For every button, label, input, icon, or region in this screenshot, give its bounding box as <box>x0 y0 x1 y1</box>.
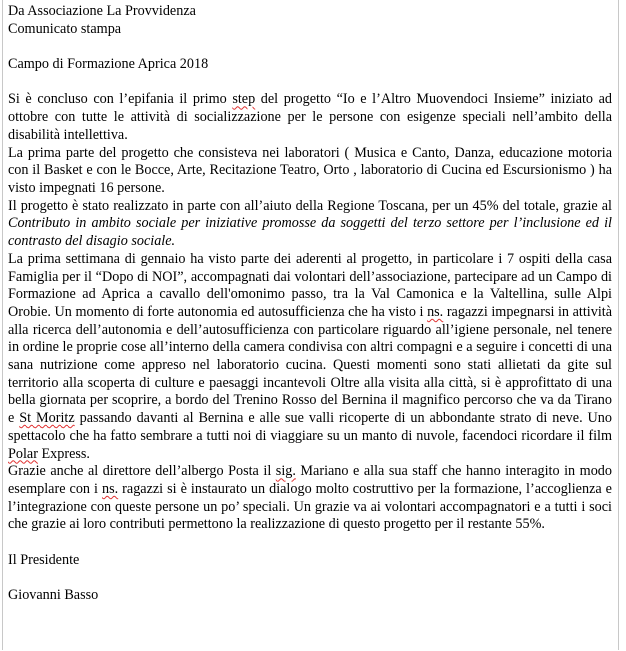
blank-line <box>8 534 612 552</box>
spellcheck-word: St Moritz <box>19 410 75 427</box>
paragraph-funding <box>8 198 612 251</box>
paragraph-text: passando davanti al Bernina e alle sue valli ricoperte di un abbondante strato di neve. Uno spettacolo che ha fatto sembrare a tutti noi di viaggiare su un manto di nuvole, facendoci ricordare il film <box>8 410 612 444</box>
paragraph-thanks <box>8 463 612 534</box>
spellcheck-word: Polar <box>8 445 38 462</box>
blank-line <box>8 38 612 56</box>
spellcheck-word: ns. <box>427 303 444 320</box>
closing-signature-name: Giovanni Basso <box>8 587 99 604</box>
blank-line <box>8 569 612 587</box>
paragraph-text: del progetto “Io e l’Altro Muovendoci Insieme” iniziato ad ottobre con tutte le attività di socializzazione per le persone con esigenze speciali nell’ambito della disabilità intellettiva. <box>8 91 613 143</box>
paragraph-text: Grazie anche al direttore dell’albergo Posta il <box>8 463 276 480</box>
paragraph-text: La prima settimana di gennaio ha visto parte dei aderenti al progetto, in particolare i 7 ospiti della casa Famiglia per il “Dopo di NOI”, accompagnati dai volontari dell’associazione, partecipare ad un Campo di Formazione ad Aprica a cavallo dell'omonimo passo, tra la Val Camonica e la Valtellina, sulle Alpi Orobie. Un momento di forte autonomia ed autosufficienza che ha visto i <box>8 250 612 320</box>
paragraph-camp <box>8 251 612 463</box>
header-press-release: Comunicato stampa <box>8 20 122 37</box>
blank-line <box>8 74 612 92</box>
paragraph-text: ragazzi si è instaurato un dialogo molto costruttivo per la formazione, l’accoglienza e l’integrazione con queste persone un po’ speciali. Un grazie va ai volontari accompagnatori e a tutti i soci che grazie ai loro contributi permettono la realizzazione di questo progetto per il restante 55%. <box>8 480 612 533</box>
document-title: Campo di Formazione Aprica 2018 <box>8 56 209 73</box>
paragraph-text: Express. <box>37 445 90 462</box>
document-body[interactable] <box>8 3 612 605</box>
paragraph-text: Mariano e alla sua staff che hanno interagito in modo esemplare con i <box>8 463 612 497</box>
closing-role: Il Presidente <box>8 551 80 568</box>
spellcheck-word: sig. <box>275 463 296 480</box>
paragraph-text: Si è concluso con l’epifania il primo <box>8 91 233 108</box>
document-page[interactable] <box>2 0 619 650</box>
paragraph-text: ragazzi impegnarsi in attività alla ricerca dell’autonomia e dell’autosufficienza con particolare riguardo all’igiene personale, nel tenere in ordine le proprie cose all’interno della camera condivisa con altri compagni e a seguire i concetti di una sana nutrizione come appreso nel laboratorio cucina. Questi momenti sono stati allietati da gite sul territorio alla scoperta di culture e paesaggi incantevoli Oltre alla visita alla città, si è approfittato di una bella giornata per scoprire, a bordo del Trenino Rosso del Bernina il magnifico percorso che va da Tirano e <box>8 303 613 427</box>
paragraph-intro <box>8 91 612 144</box>
spellcheck-word: ns. <box>101 480 119 497</box>
spellcheck-word: step <box>232 91 256 108</box>
paragraph-workshops: La prima parte del progetto che consisteva nei laboratori ( Musica e Canto, Danza, educazione motoria con il Basket e con le Bocce, Arte, Recitazione Teatro, Orto , laboratorio di Cucina ed Escursionismo ) ha visto impegnati 16 persone. <box>8 144 612 196</box>
paragraph-text: Il progetto è stato realizzato in parte con all’aiuto della Regione Toscana, per un 45% del totale, grazie al <box>8 197 612 214</box>
italic-text: Contributo in ambito sociale per iniziative promosse da soggetti del terzo settore per l’inclusione ed il contrasto del disagio sociale. <box>8 215 612 250</box>
header-organization: Da Associazione La Provvidenza <box>8 3 196 19</box>
